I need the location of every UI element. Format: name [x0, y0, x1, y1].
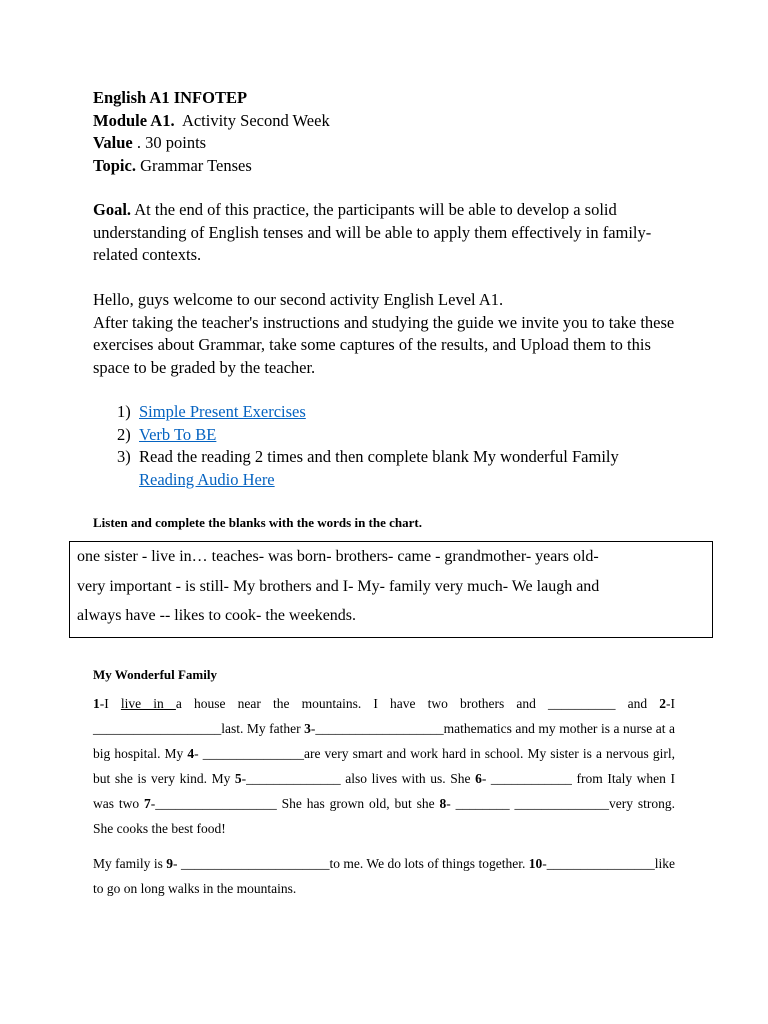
list-item: 2) Verb To BE	[117, 424, 217, 444]
module-value: Activity Second Week	[181, 110, 330, 130]
reading-instruction: Read the reading 2 times and then complete blank My wonderful Family	[139, 447, 619, 466]
intro-paragraph	[93, 289, 683, 379]
value-value: . 30 points	[136, 133, 207, 152]
goal-paragraph	[93, 199, 683, 267]
story-paragraph-1: 1-I live in a house near the mountains. I have two brothers and __________ and 2-I ___________________last. My father 3-___________________mathematics and my mother is a nurse at a big hospital. My 4- _______________are very smart and work hard in school. My sister is a nervous girl, but she is very kind. My 5-______________ also lives with us. She 6- ____________ from Italy when I was two 7-__________________ She has grown old, but she 8- ________ ______________very strong. She cooks the best food!	[93, 696, 676, 837]
module-label: Module A1.	[93, 110, 175, 130]
story-paragraph-2: My family is 9- ______________________to me. We do lots of things together. 10-________________like to go on long walks in the mountains.	[93, 856, 676, 897]
topic-line	[93, 155, 330, 178]
word-bank-line: always have -- likes to cook- the weekends.	[77, 607, 357, 624]
goal-text: At the end of this practice, the participants will be able to develop a solid understanding of English tenses and will be able to apply them effectively in family-related contexts.	[93, 200, 652, 264]
module-line	[93, 110, 330, 133]
story-title: My Wonderful Family	[93, 667, 217, 682]
value-label: Value	[93, 133, 133, 152]
course-title: English A1 INFOTEP	[93, 88, 248, 107]
document-header	[93, 87, 330, 177]
exercise-list	[117, 401, 619, 491]
intro-instructions: After taking the teacher's instructions and studying the guide we invite you to take these exercises about Grammar, take some captures of the results, and Upload them to this space to be graded by the teacher.	[93, 312, 675, 377]
word-bank-line: very important - is still- My brothers and I- My- family very much- We laugh and	[77, 577, 600, 595]
list-item: 3) Read the reading 2 times and then complete blank My wonderful Family Reading Audio Here	[117, 447, 619, 489]
topic-label: Topic.	[93, 155, 136, 175]
goal-label: Goal.	[93, 200, 132, 219]
simple-present-exercises-link[interactable]: Simple Present Exercises	[139, 402, 306, 421]
value-line	[93, 132, 330, 155]
reading-audio-link[interactable]: Reading Audio Here	[139, 469, 275, 489]
verb-to-be-link[interactable]: Verb To BE	[139, 424, 217, 444]
word-bank-box	[69, 541, 713, 638]
listen-instruction: Listen and complete the blanks with the words in the chart.	[93, 515, 422, 530]
example-answer: live in	[120, 696, 176, 711]
word-bank-line: one sister - live in… teaches- was born- brothers- came - grandmother- years old-	[77, 548, 599, 565]
intro-greeting: Hello, guys welcome to our second activity English Level A1.	[93, 290, 504, 309]
topic-value: Grammar Tenses	[140, 155, 252, 175]
list-item: 1) Simple Present Exercises	[117, 402, 306, 421]
